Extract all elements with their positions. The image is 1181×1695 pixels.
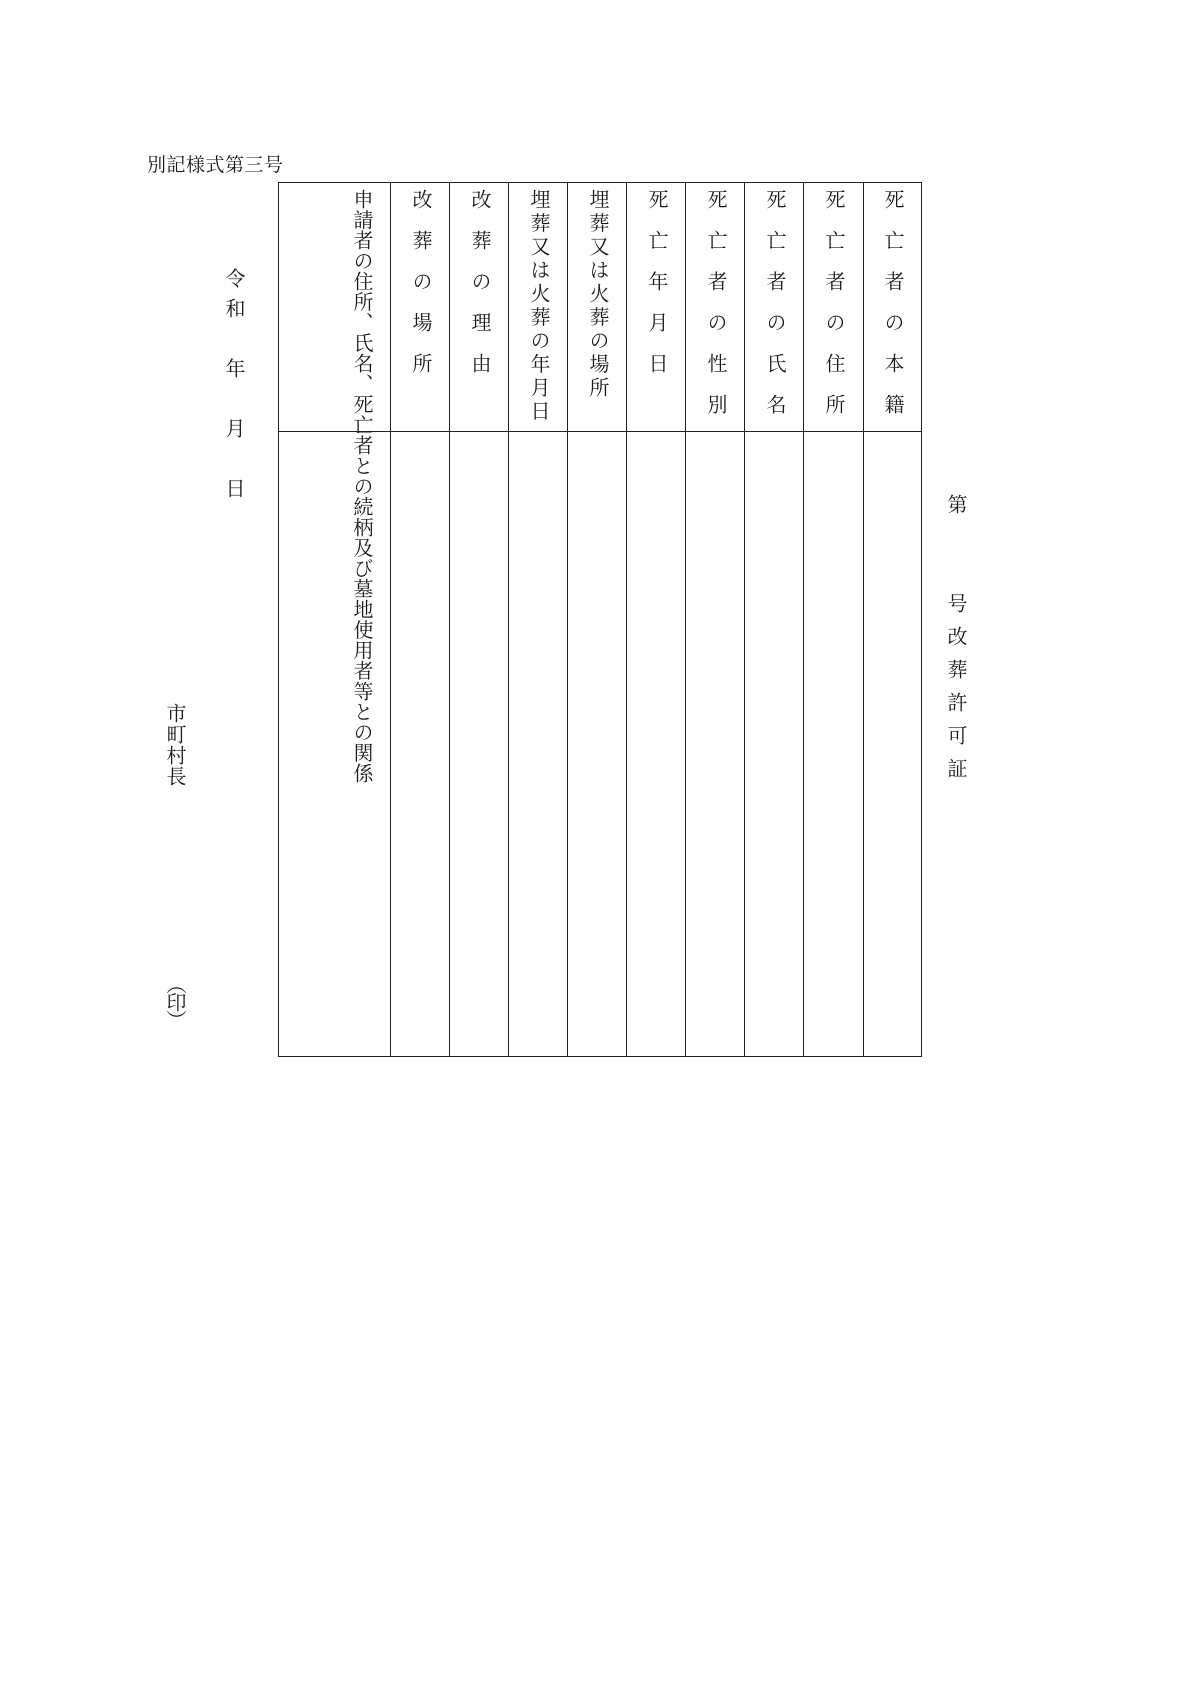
issue-date-line: 令和 年 月 日 bbox=[222, 268, 246, 508]
header-date-of-death: 死亡年月日 bbox=[645, 189, 669, 394]
header-applicant-info: 申請者の住所、氏名、死亡者との続柄及び墓地使用者等との関係 bbox=[350, 189, 374, 784]
header-deceased-address: 死亡者の住所 bbox=[822, 189, 846, 435]
header-reburial-reason: 改葬の理由 bbox=[468, 189, 492, 394]
vertical-permit-title: 第 号改葬許可証 bbox=[944, 494, 968, 791]
header-deceased-gender: 死亡者の性別 bbox=[704, 189, 728, 435]
table-body-area bbox=[279, 433, 921, 1056]
form-label: 別記様式第三号 bbox=[147, 154, 284, 176]
header-deceased-name: 死亡者の氏名 bbox=[763, 189, 787, 435]
mayor-label: 市町村長 bbox=[163, 703, 187, 787]
header-deceased-domicile: 死亡者の本籍 bbox=[881, 189, 905, 435]
form-table bbox=[278, 182, 922, 1057]
seal-label: （印） bbox=[163, 974, 187, 1028]
header-reburial-place: 改葬の場所 bbox=[409, 189, 433, 394]
header-burial-place: 埋葬又は火葬の場所 bbox=[586, 189, 610, 401]
header-burial-date: 埋葬又は火葬の年月日 bbox=[527, 189, 551, 424]
